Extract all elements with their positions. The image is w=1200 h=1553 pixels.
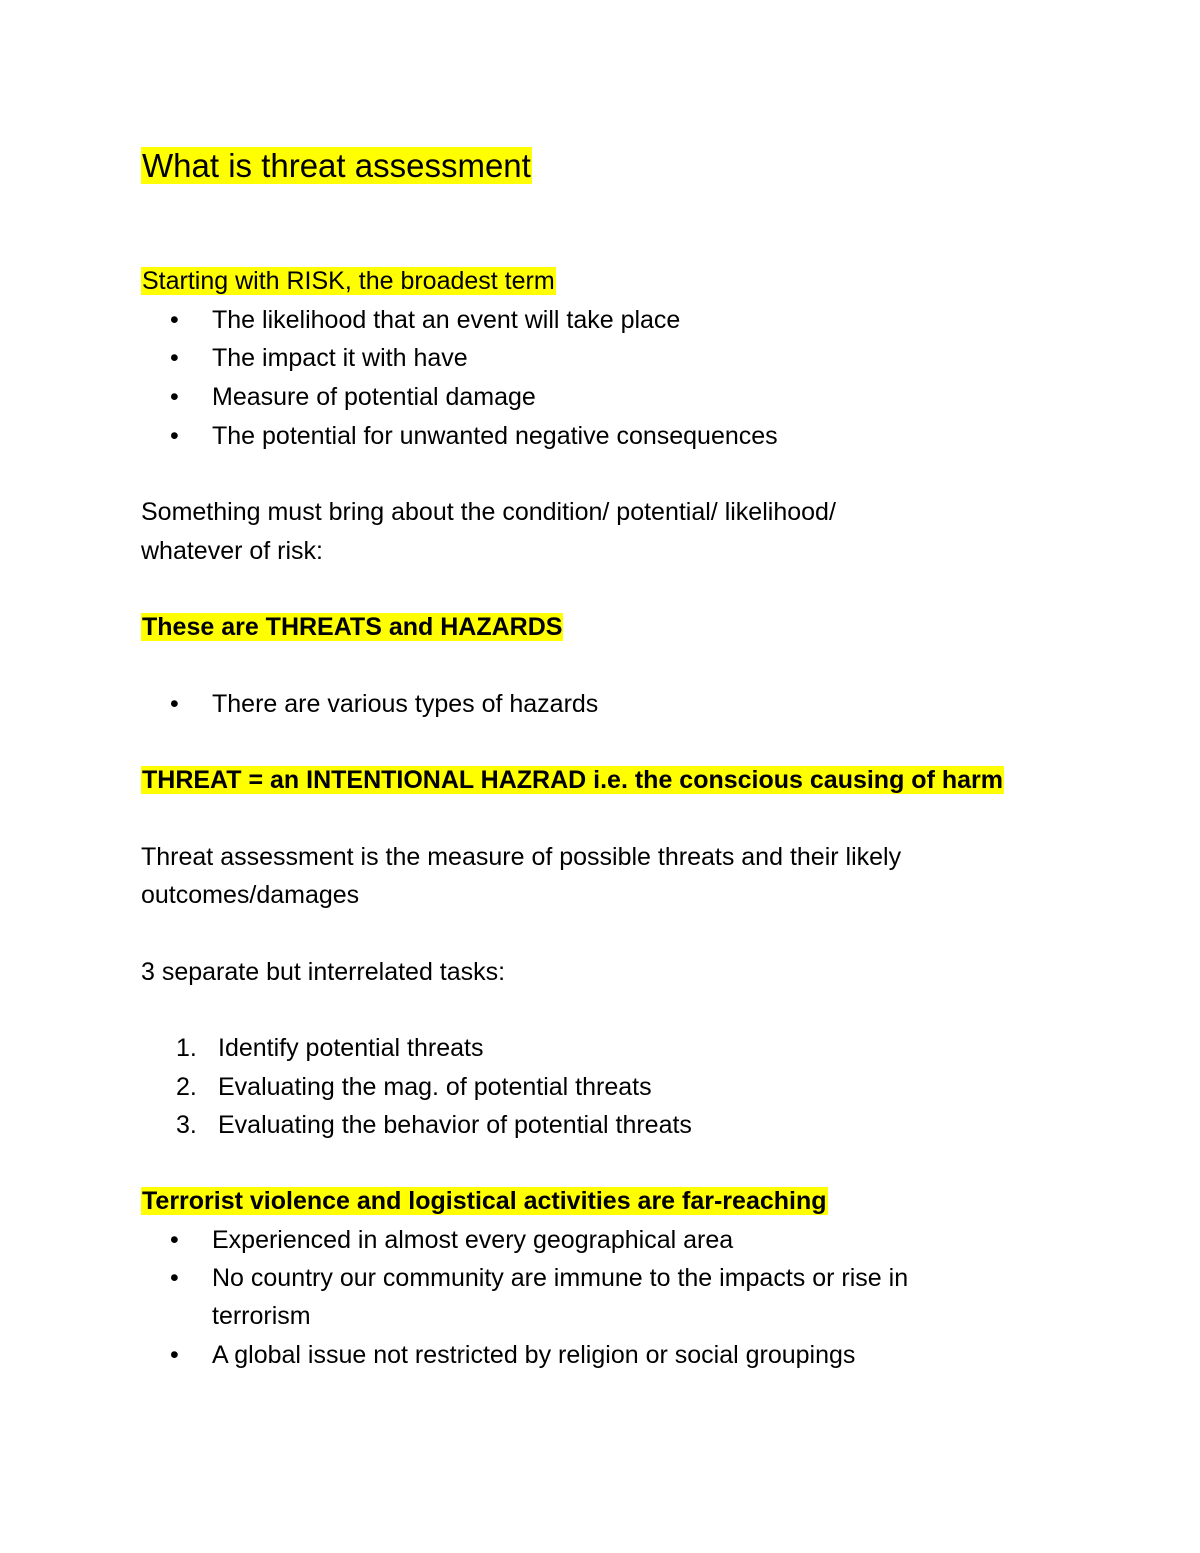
numbered-item-text: Evaluating the mag. of potential threats [218, 1073, 652, 1101]
list-item [170, 1261, 908, 1295]
tasks-intro: 3 separate but interrelated tasks: [141, 958, 506, 986]
threats-heading-text: These are THREATS and HAZARDS [142, 613, 563, 641]
bullet-marker: • [170, 1226, 179, 1254]
list-item-text: The potential for unwanted negative consequences [212, 422, 778, 450]
terrorist-heading [141, 1184, 828, 1218]
list-item [170, 303, 680, 337]
list-item-text: No country our community are immune to the impacts or rise in [212, 1264, 909, 1292]
threats-heading [141, 610, 563, 644]
list-item-text: Experienced in almost every geographical area [212, 1226, 734, 1254]
list-item-continuation: terrorism [212, 1302, 311, 1330]
numbered-item [170, 1108, 692, 1142]
bullet-marker: • [170, 1264, 179, 1292]
number-marker: 2. [176, 1073, 197, 1101]
bullet-marker: • [170, 422, 179, 450]
list-item-text: The impact it with have [212, 344, 468, 372]
numbered-item [170, 1031, 483, 1065]
bullet-marker: • [170, 1341, 179, 1369]
list-item-text: A global issue not restricted by religion or social groupings [212, 1341, 856, 1369]
list-item-text: Measure of potential damage [212, 383, 536, 411]
bullet-marker: • [170, 306, 179, 334]
risk-heading [141, 264, 556, 298]
threat-definition [141, 763, 1004, 797]
list-item-text: The likelihood that an event will take place [212, 306, 681, 334]
numbered-item-text: Evaluating the behavior of potential threats [218, 1111, 692, 1139]
bullet-marker: • [170, 690, 179, 718]
paragraph-line: Something must bring about the condition/ potential/ likelihood/ [141, 498, 836, 526]
list-item-text: There are various types of hazards [212, 690, 599, 718]
numbered-item-text: Identify potential threats [218, 1034, 484, 1062]
paragraph-line: Threat assessment is the measure of possible threats and their likely [141, 843, 902, 871]
list-item [170, 341, 468, 375]
risk-heading-text: Starting with RISK, the broadest term [142, 267, 555, 295]
list-item [170, 1338, 855, 1372]
paragraph-line: whatever of risk: [141, 537, 324, 565]
threat-definition-text: THREAT = an INTENTIONAL HAZRAD i.e. the conscious causing of harm [142, 766, 1003, 794]
number-marker: 3. [176, 1111, 197, 1139]
page-title-text: What is threat assessment [142, 147, 531, 184]
numbered-item [170, 1070, 652, 1104]
list-item [170, 419, 778, 453]
list-item [170, 1223, 733, 1257]
bullet-marker: • [170, 344, 179, 372]
list-item [170, 687, 598, 721]
terrorist-heading-text: Terrorist violence and logistical activities are far-reaching [142, 1187, 827, 1215]
bullet-marker: • [170, 383, 179, 411]
list-item [170, 380, 536, 414]
page-title [141, 144, 532, 188]
number-marker: 1. [176, 1034, 197, 1062]
paragraph-line: outcomes/damages [141, 881, 360, 909]
